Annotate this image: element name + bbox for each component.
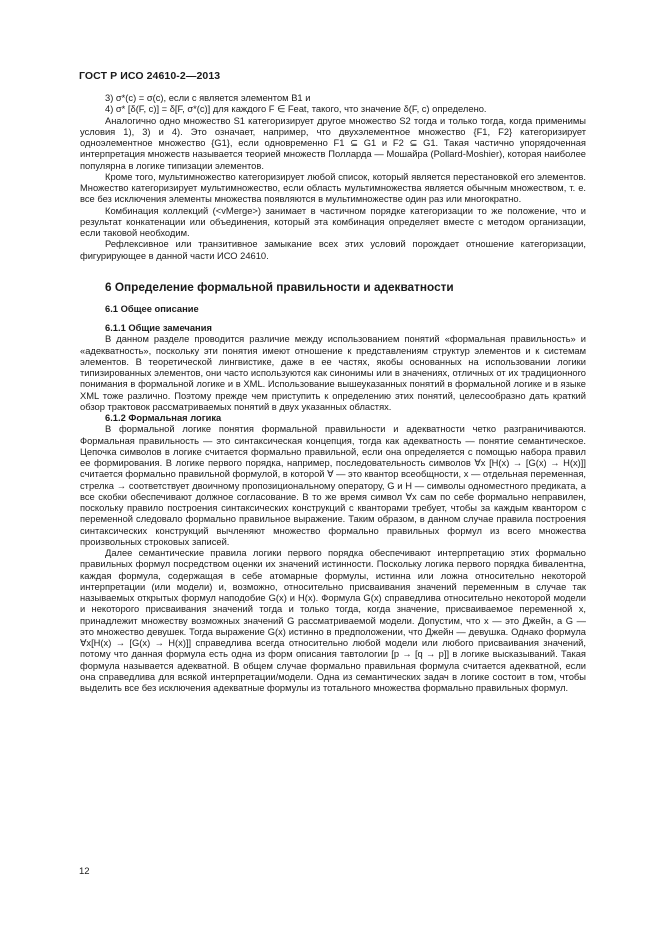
paragraph: Аналогично одно множество S1 категоризирует другое множество S2 тогда и только тогда, когда применимы условия 1), 3) и 4). Это означает, например, что двухэлементное множество {F1, F2} категоризирует одноэлементное множество {G1}, если одновременно F1 ⊆ G1 и F2 ⊆ G1. Такая частично упорядоченная интерпретация множеств называется теорией множеств Полларда — Мошайра (Pollard-Moshier), которая наиболее популярна в логике типизации элементов.: [80, 115, 586, 171]
subsection-heading-6-1: 6.1 Общее описание: [105, 303, 199, 314]
paragraph: Далее семантические правила логики первого порядка обеспечивают интерпретацию этих формально правильных формул посредством оценки их значений истинности. Поскольку логика первого порядка бивалентна, каждая формула, содержащая в себе атомарные формулы, истинна или ложна относительно некоторой интерпретации (или модели) и, возможно, относительно присваивания значений переменным в случае так называемых открытых формул наподобие G(x) и H(x). Формула G(x) справедлива относительно некоторой модели и некоторого присваивания значений тогда и только тогда, когда значение, присваиваемое переменной x, принадлежит множеству возможных значений G рассматриваемой модели. Допустим, что x — это Джейн, а G — это множество девушек. Тогда выражение G(x) истинно в предположении, что Джейн — девушка. Однако формула ∀x[H(x) → [G(x) → H(x)]] справедлива всегда относительно любой модели или любого присваивания значений, потому что данная формула есть одна из форм описания тавтологии [p → [q → p]] в логике высказываний. Такая формула называется адекватной. В общем случае формально правильная формула считается адекватной, если она справедлива для всякой интерпретации/модели. Одна из семантических задач в логике состоит в том, чтобы выделить все без исключения адекватные формулы из тотального множества формально правильных формул.: [80, 548, 586, 693]
subsection-heading-6-1-2: 6.1.2 Формальная логика: [105, 413, 222, 423]
subsection-heading-6-1-1: 6.1.1 Общие замечания: [105, 323, 212, 333]
paragraph: В данном разделе проводится различие между использованием понятий «формальная правильность» и «адекватность», поскольку эти понятия имеют отношение к представлениям структур элементов и к системам элементов. В теоретической лингвистике, даже в ее частях, якобы основанных на использовании логики типизированных элементов, они часто используются как синонимы или в значениях, отличных от их традиционного понимания в формальной логике и в XML. Использование вышеуказанных понятий в формальной логике и в языке XML тоже различно. Поэтому прежде чем приступить к определению этих понятий, целесообразно дать краткий обзор трактовок рассматриваемых понятий в двух указанных областях.: [80, 334, 586, 412]
paragraph: Кроме того, мультимножество категоризирует любой список, который является перестановкой его элементов. Множество категоризирует мультимножество, если область мультимножества является обычным множеством, т. е. все без исключения элементы множества появляются в мультимножестве один раз или многократно.: [80, 171, 586, 205]
paragraph: Комбинация коллекций (<vMerge>) занимает в частичном порядке категоризации то же положение, что и результат конкатенации или объединения, который эта комбинация определяет вместе с методом организации, если таковой необходим.: [80, 205, 586, 238]
section-heading-6: 6 Определение формальной правильности и адекватности: [105, 279, 454, 294]
running-header: ГОСТ Р ИСО 24610-2—2013: [79, 70, 221, 82]
paragraph: В формальной логике понятия формальной правильности и адекватности четко разграничиваются. Формальная правильность — это синтаксическая концепция, тогда как адекватность — понятие семантическое. Цепочка символов в логике считается формально правильной, если она определяется с помощью набора правил ее формирования. В логике первого порядка, например, последовательность символов ∀x [H(x) → [G(x) → H(x)]] считается формально правильной формулой, в которой ∀ — это квантор всеобщности, x — отдельная переменная, стрелка → соответствует двоичному пропозициональному оператору, G и H — символы одноместного предиката, а все скобки обеспечивают должное согласование. В то же время символ ∀x сам по себе формально неправилен, поскольку правило построения синтаксических конструкций с кванторами требует, чтобы за каждым квантором с переменной следовало формально правильное выражение. Таким образом, в данном случае правила построения синтаксических конструкций вычленяют множество формально правильных формул из всего множества произвольных строковых записей.: [80, 424, 586, 547]
page-number: 12: [79, 866, 90, 877]
paragraph: Рефлексивное или транзитивное замыкание всех этих условий порождает отношение категоризации, фигурирующее в данной части ИСО 24610.: [80, 239, 586, 261]
page-body: [80, 93, 586, 694]
list-item-4: 4) σ* [δ(F, c)] = δ[F, σ*(c)] для каждого F ∈ Feat, такого, что значение δ(F, c) определено.: [105, 104, 487, 115]
list-item-3: 3) σ*(c) = σ(c), если c является элементом B1 и: [105, 93, 311, 103]
